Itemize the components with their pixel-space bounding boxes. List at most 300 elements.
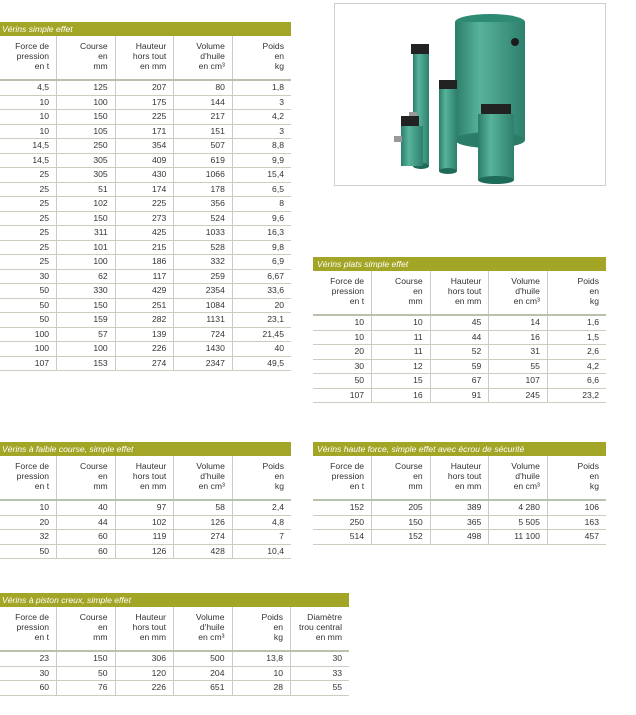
cell-volume: 126	[174, 515, 233, 530]
header-line: pression	[16, 471, 50, 481]
header-line: Course	[79, 41, 108, 51]
column-header-force	[0, 456, 57, 500]
cell-volume: 204	[174, 666, 233, 681]
cell-hauteur: 174	[115, 182, 174, 197]
cell-force: 10	[0, 110, 57, 125]
header-line: trou central	[299, 622, 342, 632]
cell-hauteur: 354	[115, 139, 174, 154]
header-line: mm	[408, 481, 423, 491]
cell-volume: 259	[174, 269, 233, 284]
header-line: Poids	[262, 41, 284, 51]
cell-poids: 9,9	[272, 154, 284, 165]
cell-force: 107	[0, 356, 57, 371]
header-line: kg	[589, 296, 599, 306]
cell-course: 100	[57, 95, 116, 110]
product-photo	[334, 3, 606, 186]
cell-force: 10	[0, 95, 57, 110]
cell-force: 107	[313, 388, 372, 403]
header-line: en mm	[140, 61, 167, 71]
cell-course: 100	[57, 342, 116, 357]
column-header-course	[57, 607, 116, 651]
table-verins-faible-course	[0, 442, 291, 559]
cell-force: 14,5	[0, 139, 57, 154]
cell-force: 100	[0, 327, 57, 342]
table-row	[0, 226, 291, 241]
cell-course: 150	[57, 211, 116, 226]
header-line: Diamètre	[307, 612, 342, 622]
cell-hauteur: 120	[115, 666, 174, 681]
column-header-volume	[489, 271, 548, 315]
cell-force: 514	[313, 530, 372, 545]
header-line: pression	[16, 51, 50, 61]
cell-force: 50	[313, 374, 372, 389]
cell-hauteur: 45	[430, 315, 489, 330]
header-line: hors tout	[132, 622, 166, 632]
cell-volume: 144	[174, 95, 233, 110]
header-line: Force de	[15, 461, 50, 471]
table-row	[313, 345, 606, 360]
table-row	[0, 681, 349, 696]
cell-poids: 33,6	[267, 285, 284, 295]
table-row	[313, 388, 606, 403]
header-line: Volume	[196, 461, 225, 471]
cell-force: 50	[0, 298, 57, 313]
cell-volume: 1084	[174, 298, 233, 313]
header-line: mm	[93, 61, 108, 71]
cell-hauteur: 126	[115, 544, 174, 559]
header-line: Force de	[15, 612, 49, 622]
cell-hauteur: 117	[115, 269, 174, 284]
cell-hauteur: 273	[115, 211, 174, 226]
cell-poids: 6,5	[272, 183, 284, 194]
cell-hauteur: 251	[115, 298, 174, 313]
header-line: Course	[79, 461, 108, 471]
cell-hauteur: 67	[430, 374, 489, 389]
cell-volume: 2354	[174, 284, 233, 299]
header-line: d'huile	[515, 471, 540, 481]
table-row	[0, 313, 291, 328]
table-row	[313, 374, 606, 389]
cell-volume: 31	[489, 345, 548, 360]
header-line: en mm	[140, 481, 167, 491]
table-row	[0, 80, 291, 95]
header-line: pression	[331, 471, 365, 481]
table-title: Vérins plats simple effet	[313, 257, 606, 271]
cell-poids: 106	[584, 502, 599, 512]
cell-course: 305	[57, 153, 116, 168]
header-line: Poids	[577, 461, 599, 471]
header-line: en	[98, 471, 108, 481]
table-row	[0, 356, 291, 371]
table-row	[0, 515, 291, 530]
cell-volume: 178	[174, 182, 233, 197]
cell-poids: 9,8	[272, 241, 284, 252]
cell-force: 25	[0, 182, 57, 197]
cell-force: 10	[0, 500, 57, 515]
cell-poids: 7	[279, 531, 284, 541]
header-line: Course	[394, 276, 423, 286]
header-line: Volume	[511, 461, 540, 471]
cell-poids: 13,8	[232, 651, 291, 666]
header-line: Poids	[262, 461, 284, 471]
header-line: Volume	[511, 276, 540, 286]
table-verins-haute-force	[313, 442, 606, 545]
cell-poids: 6,9	[272, 256, 284, 266]
cell-course: 102	[57, 197, 116, 212]
header-line: en	[274, 51, 284, 61]
cell-poids: 1,6	[587, 317, 599, 327]
header-line: d'huile	[200, 471, 225, 481]
cell-diametre: 55	[332, 682, 342, 692]
cell-force: 30	[0, 666, 57, 681]
header-line: Course	[79, 612, 108, 622]
cell-poids: 28	[232, 681, 291, 696]
header-line: en mm	[139, 632, 166, 642]
cell-poids: 49,5	[267, 357, 284, 368]
column-header-course	[57, 456, 116, 500]
cell-volume: 5 505	[489, 515, 548, 530]
header-line: Hauteur	[135, 41, 167, 51]
header-line: Hauteur	[450, 461, 482, 471]
table-row	[0, 182, 291, 197]
header-line: Force de	[330, 461, 365, 471]
cell-course: 60	[57, 544, 116, 559]
header-line: en mm	[455, 296, 482, 306]
cell-volume: 217	[174, 110, 233, 125]
table-row	[0, 168, 291, 183]
cell-course: 10	[372, 315, 431, 330]
cell-hauteur: 186	[115, 255, 174, 270]
header-line: en	[413, 471, 423, 481]
table-row	[0, 211, 291, 226]
cell-force: 50	[0, 284, 57, 299]
column-header-course	[372, 456, 431, 500]
cell-force: 60	[0, 681, 57, 696]
table-row	[0, 153, 291, 168]
cell-poids: 4,2	[587, 360, 599, 371]
cell-poids: 1,8	[272, 82, 284, 92]
column-header-poids	[547, 456, 606, 500]
cell-poids: 23,1	[267, 314, 284, 324]
cell-force: 32	[0, 530, 57, 545]
cell-hauteur: 226	[115, 342, 174, 357]
cell-hauteur: 102	[115, 515, 174, 530]
header-line: en t	[34, 61, 50, 71]
column-header-volume	[174, 36, 233, 80]
cell-course: 150	[57, 651, 116, 666]
cell-volume: 528	[174, 240, 233, 255]
cell-poids: 10	[232, 666, 291, 681]
header-line: en	[98, 51, 108, 61]
header-line: d'huile	[199, 622, 225, 632]
header-line: en cm³	[198, 632, 225, 642]
cell-volume: 2347	[174, 356, 233, 371]
cell-poids: 4,8	[272, 516, 284, 527]
header-line: hors tout	[447, 471, 482, 481]
column-header-poids	[232, 36, 291, 80]
cell-course: 40	[57, 500, 116, 515]
table-row	[0, 651, 349, 666]
cell-course: 76	[57, 681, 116, 696]
header-line: d'huile	[200, 51, 225, 61]
header-line: en t	[34, 632, 49, 642]
cell-course: 150	[57, 110, 116, 125]
column-header-hauteur	[115, 36, 174, 80]
header-line: en	[589, 286, 599, 296]
cell-volume: 151	[174, 124, 233, 139]
column-header-volume	[489, 456, 548, 500]
cell-course: 152	[372, 530, 431, 545]
table-row	[0, 240, 291, 255]
cell-force: 25	[0, 197, 57, 212]
cell-volume: 16	[489, 330, 548, 345]
header-line: Hauteur	[135, 461, 167, 471]
cell-poids: 23,2	[582, 389, 599, 400]
cell-course: 50	[57, 666, 116, 681]
cell-course: 125	[57, 80, 116, 95]
cell-volume: 428	[174, 544, 233, 559]
cell-course: 305	[57, 168, 116, 183]
cell-poids: 8	[279, 198, 284, 208]
cell-force: 25	[0, 240, 57, 255]
header-line: hors tout	[132, 51, 167, 61]
cell-volume: 724	[174, 327, 233, 342]
table-row	[0, 530, 291, 545]
cell-poids: 1,5	[587, 331, 599, 342]
header-line: Poids	[261, 612, 283, 622]
header-line: hors tout	[132, 471, 167, 481]
cell-hauteur: 306	[115, 651, 174, 666]
column-header-poids	[547, 271, 606, 315]
header-line: en t	[349, 481, 365, 491]
column-header-force	[0, 36, 57, 80]
header-line: Course	[394, 461, 423, 471]
cell-force: 4,5	[0, 80, 57, 95]
cell-hauteur: 91	[430, 388, 489, 403]
table-row	[0, 342, 291, 357]
cell-course: 60	[57, 530, 116, 545]
cell-hauteur: 429	[115, 284, 174, 299]
cell-course: 153	[57, 356, 116, 371]
cell-volume: 1033	[174, 226, 233, 241]
header-line: en t	[349, 296, 365, 306]
header-line: mm	[93, 481, 108, 491]
cell-course: 51	[57, 182, 116, 197]
table-row	[0, 139, 291, 154]
cell-force: 10	[0, 124, 57, 139]
cell-volume: 500	[174, 651, 233, 666]
column-header-course	[57, 36, 116, 80]
table-row	[313, 500, 606, 515]
table-row	[0, 197, 291, 212]
header-line: d'huile	[515, 286, 540, 296]
hydraulic-cylinders-image	[335, 4, 605, 185]
cell-volume: 651	[174, 681, 233, 696]
cell-poids: 2,6	[587, 346, 599, 356]
cell-course: 150	[372, 515, 431, 530]
column-header-hauteur	[430, 271, 489, 315]
cell-force: 25	[0, 168, 57, 183]
cell-force: 23	[0, 651, 57, 666]
cell-hauteur: 119	[115, 530, 174, 545]
cell-hauteur: 59	[430, 359, 489, 374]
cell-hauteur: 225	[115, 110, 174, 125]
table-title: Vérins haute force, simple effet avec écrou de sécurité	[313, 442, 606, 456]
cell-volume: 245	[489, 388, 548, 403]
header-line: Force de	[330, 276, 365, 286]
header-line: en t	[34, 481, 50, 491]
table-row	[0, 110, 291, 125]
header-line: Hauteur	[135, 612, 166, 622]
column-header-poids	[232, 456, 291, 500]
cell-course: 330	[57, 284, 116, 299]
cell-force: 250	[313, 515, 372, 530]
table-row	[0, 500, 291, 515]
cell-hauteur: 430	[115, 168, 174, 183]
cell-hauteur: 425	[115, 226, 174, 241]
header-line: kg	[274, 481, 284, 491]
header-line: Hauteur	[450, 276, 482, 286]
cell-force: 152	[313, 500, 372, 515]
cell-poids: 457	[584, 531, 599, 541]
table-row	[0, 255, 291, 270]
table-row	[0, 269, 291, 284]
cell-hauteur: 225	[115, 197, 174, 212]
table-row	[313, 315, 606, 330]
cell-hauteur: 207	[115, 80, 174, 95]
header-line: kg	[273, 632, 283, 642]
cell-hauteur: 139	[115, 327, 174, 342]
cell-volume: 80	[174, 80, 233, 95]
cell-course: 101	[57, 240, 116, 255]
cell-volume: 1066	[174, 168, 233, 183]
column-header-volume	[174, 456, 233, 500]
cell-poids: 3	[279, 125, 284, 136]
cell-course: 205	[372, 500, 431, 515]
table-row	[0, 284, 291, 299]
column-header-force	[313, 271, 372, 315]
header-line: en cm³	[513, 481, 540, 491]
cell-course: 159	[57, 313, 116, 328]
cell-poids: 9,6	[272, 212, 284, 223]
cell-volume: 1131	[174, 313, 233, 328]
cell-hauteur: 389	[430, 500, 489, 515]
column-header-course	[372, 271, 431, 315]
cell-volume: 619	[174, 153, 233, 168]
cell-hauteur: 175	[115, 95, 174, 110]
cell-poids: 20	[274, 299, 284, 310]
table-row	[0, 544, 291, 559]
cell-hauteur: 44	[430, 330, 489, 345]
header-line: mm	[93, 632, 108, 642]
table-title: Vérins à piston creux, simple effet	[0, 593, 349, 607]
cell-hauteur: 171	[115, 124, 174, 139]
cell-force: 25	[0, 211, 57, 226]
table-row	[313, 359, 606, 374]
header-line: en	[274, 471, 284, 481]
table-verins-simple-effet	[0, 22, 291, 371]
cell-volume: 1430	[174, 342, 233, 357]
cell-hauteur: 52	[430, 345, 489, 360]
cell-force: 50	[0, 313, 57, 328]
header-line: en	[97, 622, 108, 632]
header-line: en cm³	[198, 61, 225, 71]
cell-force: 30	[313, 359, 372, 374]
header-line: Force de	[15, 41, 50, 51]
cell-hauteur: 282	[115, 313, 174, 328]
cell-course: 11	[372, 330, 431, 345]
header-line: en cm³	[198, 481, 225, 491]
cell-force: 10	[313, 330, 372, 345]
cell-volume: 107	[489, 374, 548, 389]
cell-force: 25	[0, 255, 57, 270]
table-row	[0, 327, 291, 342]
cell-force: 100	[0, 342, 57, 357]
cell-volume: 11 100	[489, 530, 548, 545]
cell-hauteur: 274	[115, 356, 174, 371]
cell-course: 11	[372, 345, 431, 360]
cell-course: 311	[57, 226, 116, 241]
header-line: hors tout	[447, 286, 482, 296]
cell-course: 15	[372, 374, 431, 389]
cell-course: 100	[57, 255, 116, 270]
table-row	[0, 95, 291, 110]
header-line: pression	[331, 286, 365, 296]
column-header-hauteur	[430, 456, 489, 500]
cell-volume: 332	[174, 255, 233, 270]
cell-hauteur: 226	[115, 681, 174, 696]
cell-poids: 3	[279, 96, 284, 107]
cell-poids: 4,2	[272, 111, 284, 121]
cell-hauteur: 215	[115, 240, 174, 255]
cell-poids: 15,4	[267, 169, 284, 179]
cell-course: 12	[372, 359, 431, 374]
cell-poids: 2,4	[272, 502, 284, 512]
column-header-force	[0, 607, 57, 651]
cell-volume: 14	[489, 315, 548, 330]
cell-volume: 4 280	[489, 500, 548, 515]
table-row	[0, 666, 349, 681]
header-line: kg	[589, 481, 599, 491]
cell-hauteur: 409	[115, 153, 174, 168]
cell-volume: 274	[174, 530, 233, 545]
table-title: Vérins simple effet	[0, 22, 291, 36]
table-row	[313, 330, 606, 345]
table-row	[0, 124, 291, 139]
cell-force: 30	[0, 269, 57, 284]
table-row	[313, 530, 606, 545]
header-line: en	[273, 622, 283, 632]
cell-poids: 6,67	[267, 270, 284, 281]
column-header-diametre	[291, 607, 350, 651]
column-header-poids	[232, 607, 291, 651]
cell-poids: 16,3	[267, 227, 284, 237]
header-line: kg	[274, 61, 284, 71]
cell-diametre: 30	[332, 653, 342, 663]
column-header-hauteur	[115, 456, 174, 500]
cell-hauteur: 97	[115, 500, 174, 515]
header-line: en	[413, 286, 423, 296]
cell-volume: 356	[174, 197, 233, 212]
cell-force: 50	[0, 544, 57, 559]
cell-force: 10	[313, 315, 372, 330]
cell-course: 44	[57, 515, 116, 530]
cell-hauteur: 498	[430, 530, 489, 545]
header-line: en	[589, 471, 599, 481]
cell-course: 105	[57, 124, 116, 139]
header-line: pression	[16, 622, 49, 632]
header-line: en mm	[455, 481, 482, 491]
